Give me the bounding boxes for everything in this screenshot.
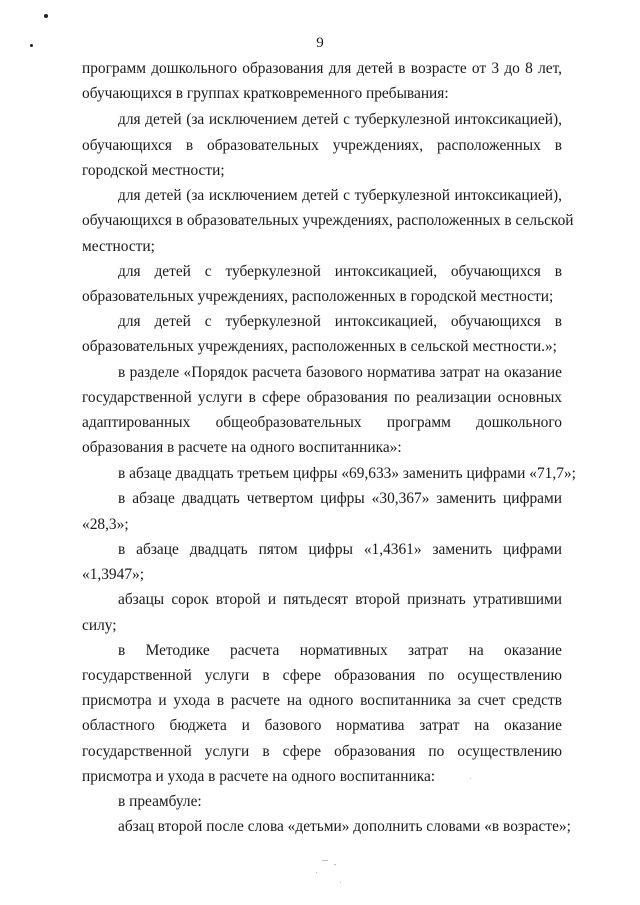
text-line: областного бюджета и базового норматива затрат на оказание	[82, 717, 562, 734]
page-number: 9	[316, 35, 324, 51]
text-line: государственной услуги в сфере образования по осуществлению	[82, 743, 562, 760]
text-line: в абзаце двадцать пятом цифры «1,4361» заменить цифрами	[118, 541, 562, 558]
text-line: «28,3»;	[82, 516, 129, 533]
text-line: в преамбуле:	[118, 793, 202, 810]
text-line: обучающихся в образовательных учреждениях, расположенных в сельской	[82, 212, 574, 229]
text-line: абзац второй после слова «детьми» дополнить словами «в возрасте»;	[118, 818, 571, 835]
text-line: в абзаце двадцать третьем цифры «69,633» заменить цифрами «71,7»;	[118, 465, 576, 482]
scan-speck	[334, 864, 336, 865]
text-line: присмотра и ухода в расчете на одного воспитанника за счет средств	[82, 692, 562, 709]
text-line: для детей с туберкулезной интоксикацией, обучающихся в	[118, 313, 562, 330]
text-line: в абзаце двадцать четвертом цифры «30,367» заменить цифрами	[118, 490, 562, 507]
text-line: присмотра и ухода в расчете на одного воспитанника:	[82, 768, 436, 785]
text-line: образовательных учреждениях, расположенных в сельской местности.»;	[82, 338, 557, 355]
text-line: городской местности;	[82, 162, 225, 179]
text-line: образования в расчете на одного воспитанника»:	[82, 439, 402, 456]
text-line: государственной услуги в сфере образования по осуществлению	[82, 667, 562, 684]
text-line: в Методике расчета нормативных затрат на оказание	[118, 642, 562, 659]
text-line: обучающихся в образовательных учреждениях, расположенных в	[82, 137, 562, 154]
text-line: абзацы сорок второй и пятьдесят второй признать утратившими	[118, 591, 562, 608]
text-line: силу;	[82, 617, 117, 634]
text-line: для детей (за исключением детей с туберкулезной интоксикацией),	[118, 187, 562, 204]
text-line: в разделе «Порядок расчета базового норматива затрат на оказание	[118, 364, 562, 381]
scan-speck	[322, 860, 328, 861]
text-line: обучающихся в группах кратковременного пребывания:	[82, 85, 449, 102]
scan-mark	[44, 14, 48, 18]
text-line: адаптированных общеобразовательных программ дошкольного	[82, 414, 562, 431]
text-line: государственной услуги в сфере образования по реализации основных	[82, 389, 562, 406]
text-line: программ дошкольного образования для детей в возрасте от 3 до 8 лет,	[82, 60, 562, 77]
text-line: местности;	[82, 238, 155, 255]
text-line: «1,3947»;	[82, 566, 144, 583]
text-line: для детей (за исключением детей с туберкулезной интоксикацией),	[118, 111, 562, 128]
scan-speck	[316, 872, 317, 873]
scan-speck	[340, 882, 341, 883]
text-line: образовательных учреждениях, расположенных в городской местности;	[82, 288, 554, 305]
text-line: для детей с туберкулезной интоксикацией, обучающихся в	[118, 263, 562, 280]
scan-speck	[470, 778, 471, 779]
